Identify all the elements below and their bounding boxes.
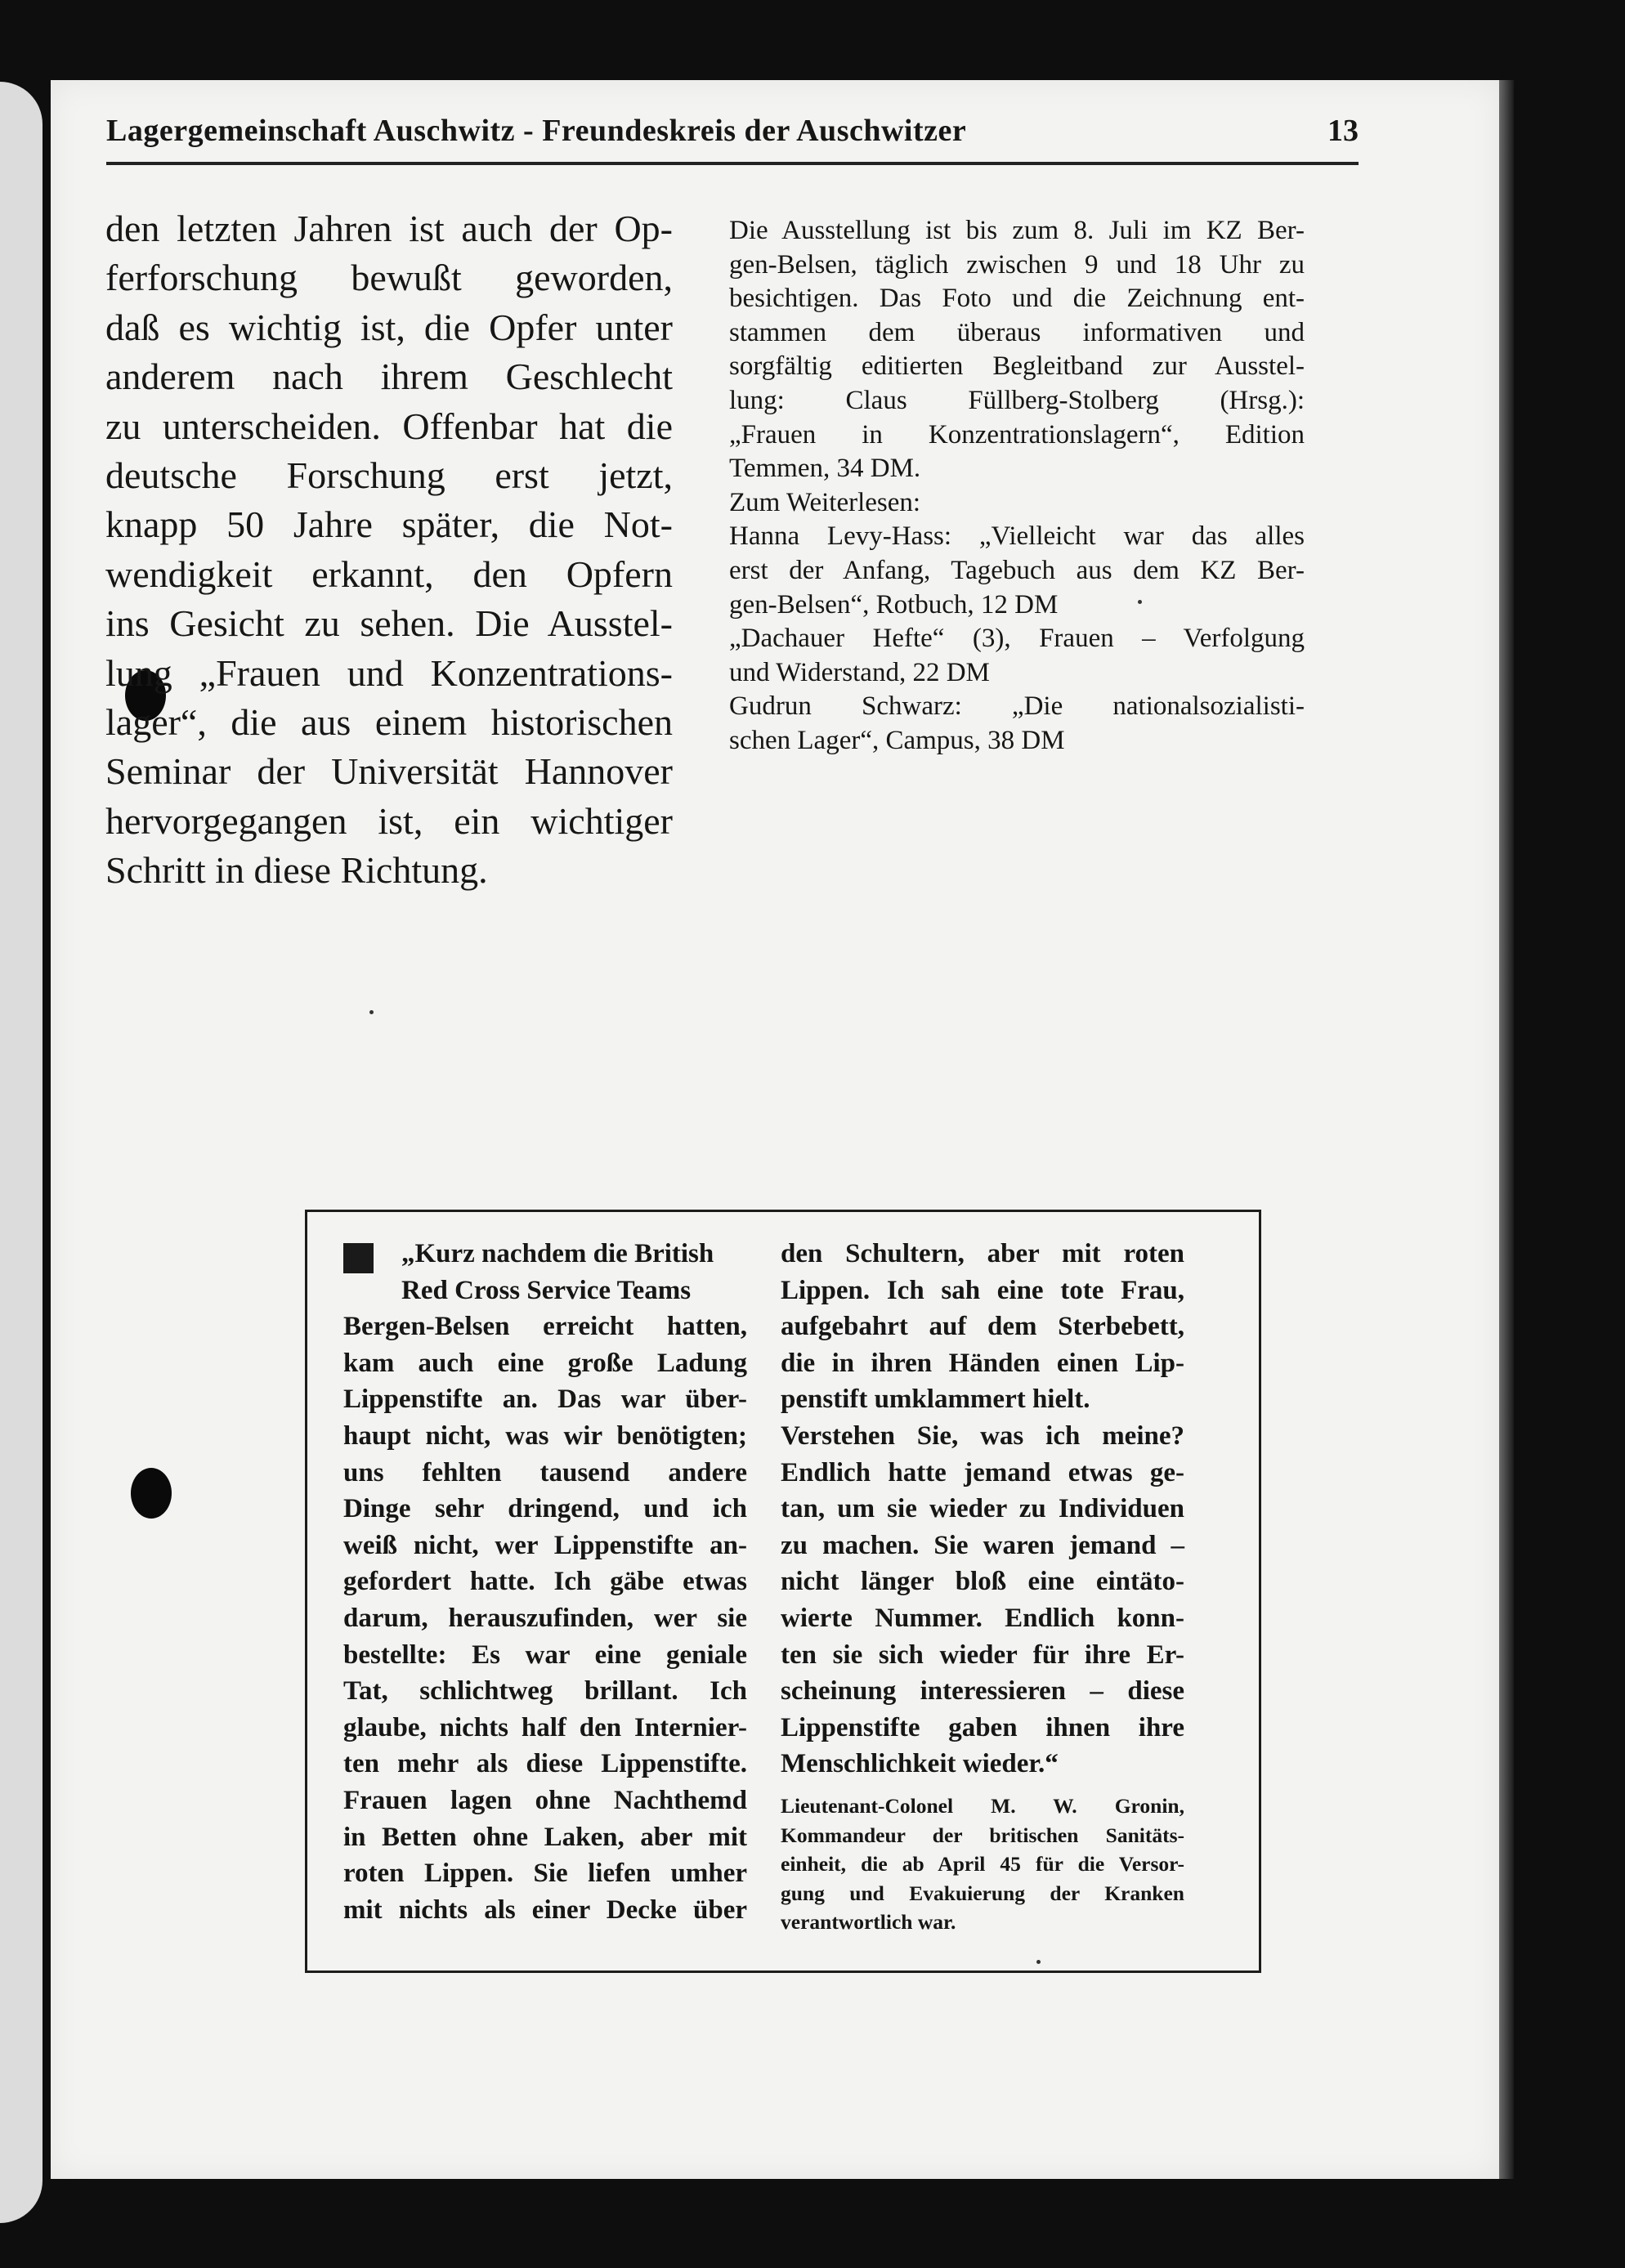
header-title: Lagergemeinschaft Auschwitz - Freundeskreis der Auschwitzer — [106, 114, 967, 148]
quote-line: den Schultern, aber mit roten — [781, 1239, 1184, 1268]
quote-line: Lippenstifte an. Das war über- — [343, 1385, 747, 1415]
quote-line: „Kurz nachdem die British — [401, 1239, 714, 1268]
text-line: anderem nach ihrem Geschlecht — [105, 356, 673, 398]
quote-line: gefordert hatte. Ich gäbe etwas — [343, 1567, 747, 1597]
attribution-line: Lieutenant-Colonel M. W. Gronin, — [781, 1794, 1184, 1818]
quote-line: Lippen. Ich sah eine tote Frau, — [781, 1275, 1184, 1305]
quote-line: uns fehlten tausend andere — [343, 1457, 747, 1487]
text-line: Zum Weiterlesen: — [729, 487, 921, 517]
text-line: sorgfältig editierten Begleitband zur Ausstel- — [729, 351, 1305, 382]
attribution-line: verantwortlich war. — [781, 1910, 956, 1934]
quote-line: tan, um sie wieder zu Individuen — [781, 1494, 1184, 1524]
text-line: Temmen, 34 DM. — [729, 454, 921, 484]
text-line: deutsche Forschung erst jetzt, — [105, 454, 673, 497]
text-line: lung „Frauen und Konzentrations- — [105, 651, 673, 694]
text-line: schen Lager“, Campus, 38 DM — [729, 725, 1065, 755]
quote-line: mit nichts als einer Decke über — [343, 1894, 747, 1925]
text-line: daß es wichtig ist, die Opfer unter — [105, 306, 673, 348]
text-line: gen-Belsen“, Rotbuch, 12 DM — [729, 589, 1059, 620]
text-line: lager“, die aus einem historischen — [105, 701, 673, 744]
text-line: Hanna Levy-Hass: „Vielleicht war das alles — [729, 521, 1305, 552]
running-header — [106, 110, 1359, 165]
left-text-column — [105, 204, 673, 896]
quote-line: Bergen-Belsen erreicht hatten, — [343, 1312, 747, 1342]
quote-line: ten sie sich wieder für ihre Er- — [781, 1639, 1184, 1670]
attribution-line: Kommandeur der britischen Sanitäts- — [781, 1823, 1184, 1847]
quote-line: roten Lippen. Sie liefen umher — [343, 1859, 747, 1889]
text-line: besichtigen. Das Foto und die Zeichnung ent- — [729, 284, 1305, 314]
quote-line: Frauen lagen ohne Nachthemd — [343, 1785, 747, 1815]
quote-line: aufgebahrt auf dem Sterbebett, — [781, 1312, 1184, 1342]
text-line: ins Gesicht zu sehen. Die Ausstel- — [105, 602, 673, 645]
quote-line: darum, herauszufinden, wer sie — [343, 1603, 747, 1633]
page-number: 13 — [1327, 114, 1359, 148]
quote-line: haupt nicht, was wir benötigten; — [343, 1420, 747, 1451]
quote-line: Red Cross Service Teams — [401, 1275, 692, 1305]
quote-line: Verstehen Sie, was ich meine? — [781, 1420, 1184, 1451]
text-line: Seminar der Universität Hannover — [105, 750, 673, 793]
quote-line: Lippenstifte gaben ihnen ihre — [781, 1712, 1184, 1742]
attribution-line: einheit, die ab April 45 für die Versor- — [781, 1852, 1184, 1876]
text-line: und Widerstand, 22 DM — [729, 657, 990, 687]
quote-attribution — [781, 1792, 1184, 1937]
text-line: Schritt in diese Richtung. — [105, 849, 488, 892]
text-line: erst der Anfang, Tagebuch aus dem KZ Ber- — [729, 555, 1305, 585]
quote-right-column — [781, 1236, 1184, 1783]
scan-mark — [369, 1010, 374, 1014]
text-line: „Dachauer Hefte“ (3), Frauen – Verfolgung — [729, 624, 1305, 654]
quote-left-column — [343, 1236, 747, 1928]
text-line: hervorgegangen ist, ein wichtiger — [105, 799, 673, 842]
quote-line: glaube, nichts half den Internier- — [343, 1712, 747, 1742]
quote-line: bestellte: Es war eine geniale — [343, 1639, 747, 1670]
text-line: den letzten Jahren ist auch der Op- — [105, 208, 673, 249]
text-line: lung: Claus Füllberg-Stolberg (Hrsg.): — [729, 385, 1305, 415]
quote-line: Tat, schlichtweg brillant. Ich — [343, 1676, 747, 1707]
punch-hole — [131, 1468, 172, 1519]
quote-line: Dinge sehr dringend, und ich — [343, 1494, 747, 1524]
right-text-column — [729, 214, 1305, 758]
text-line: stammen dem überaus informativen und — [729, 317, 1305, 347]
quote-line: wierte Nummer. Endlich konn- — [781, 1603, 1184, 1633]
quote-line: ten mehr als diese Lippenstifte. — [343, 1749, 747, 1779]
text-line: ferforschung bewußt geworden, — [105, 257, 673, 299]
adjacent-page-edge — [0, 82, 43, 2223]
text-line: knapp 50 Jahre später, die Not- — [105, 503, 673, 546]
quote-line: in Betten ohne Laken, aber mit — [343, 1822, 747, 1852]
quote-line: zu machen. Sie waren jemand – — [781, 1530, 1184, 1560]
text-line: zu unterscheiden. Offenbar hat die — [105, 405, 673, 447]
quote-line: weiß nicht, wer Lippenstifte an- — [343, 1530, 747, 1560]
quote-line: Endlich hatte jemand etwas ge- — [781, 1457, 1184, 1487]
text-line: gen-Belsen, täglich zwischen 9 und 18 Uhr zu — [729, 249, 1305, 280]
quote-line: scheinung interessieren – diese — [781, 1676, 1184, 1707]
quote-line: penstift umklammert hielt. — [781, 1385, 1090, 1415]
quote-line: kam auch eine große Ladung — [343, 1348, 747, 1378]
text-line: „Frauen in Konzentrationslagern“, Edition — [729, 419, 1305, 450]
quote-line: die in ihren Händen einen Lip- — [781, 1348, 1184, 1378]
page-edge-shadow — [1499, 80, 1514, 2179]
text-line: wendigkeit erkannt, den Opfern — [105, 552, 673, 595]
quote-line: Menschlichkeit wieder.“ — [781, 1749, 1059, 1779]
attribution-line: gung und Evakuierung der Kranken — [781, 1881, 1184, 1905]
scan-mark — [1036, 1960, 1041, 1964]
quote-line: nicht länger bloß eine eintäto- — [781, 1567, 1184, 1597]
scan-mark — [1138, 600, 1142, 604]
text-line: Gudrun Schwarz: „Die nationalsozialisti- — [729, 691, 1305, 722]
text-line: Die Ausstellung ist bis zum 8. Juli im KZ Ber- — [729, 216, 1305, 245]
